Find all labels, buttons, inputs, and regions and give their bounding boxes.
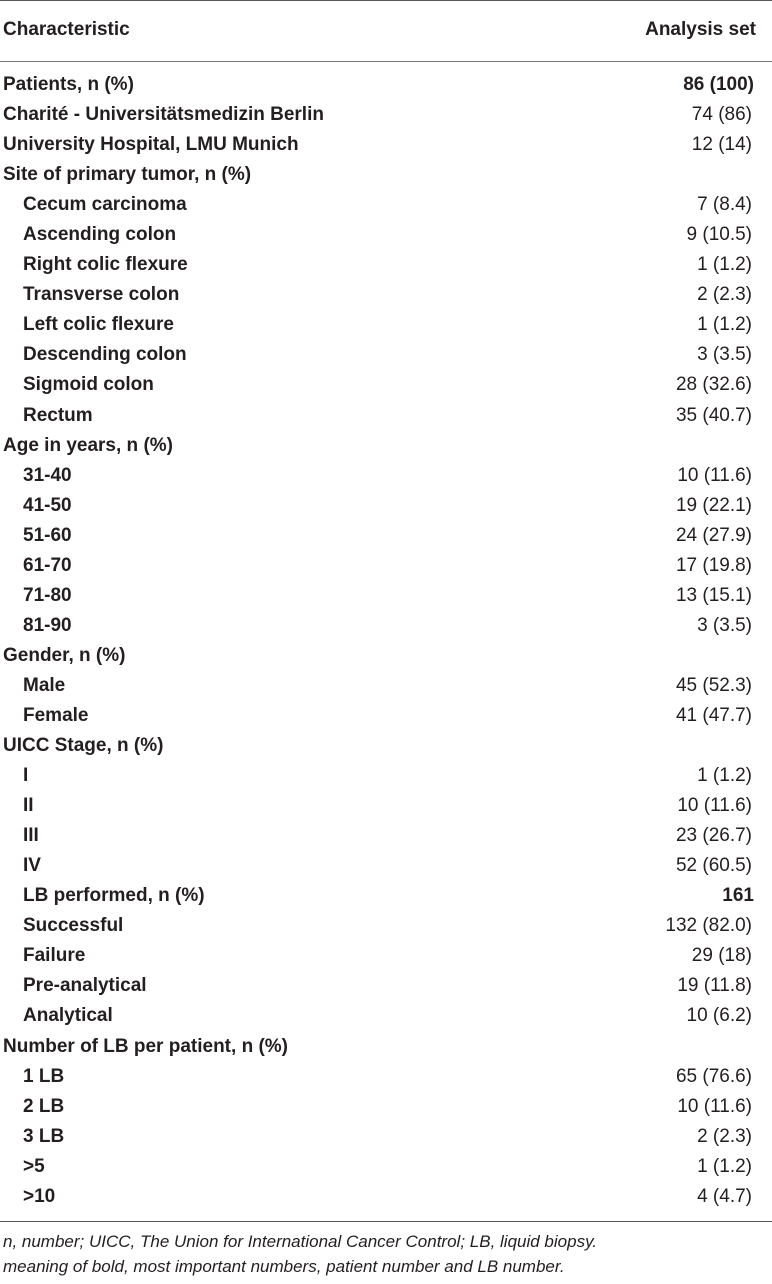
table-row xyxy=(0,521,772,551)
row-label: Pre-analytical xyxy=(23,975,147,997)
table-footnote xyxy=(3,1229,768,1279)
row-label: Male xyxy=(23,674,66,696)
table-body xyxy=(0,70,772,1212)
row-value: 74 (86) xyxy=(691,104,752,126)
row-label: Ascending colon xyxy=(23,224,177,246)
row-label: 81-90 xyxy=(23,614,72,636)
row-label: UICC Stage, n (%) xyxy=(3,735,164,757)
table-row xyxy=(0,491,772,521)
table-row xyxy=(0,611,772,641)
table-row xyxy=(0,761,772,791)
row-label: Gender, n (%) xyxy=(3,644,126,666)
table-row xyxy=(0,1122,772,1152)
row-value: 3 (3.5) xyxy=(697,344,752,366)
table-row xyxy=(0,791,772,821)
table-row xyxy=(0,581,772,611)
row-label: Age in years, n (%) xyxy=(3,434,173,456)
row-label: University Hospital, LMU Munich xyxy=(3,134,299,156)
row-label: I xyxy=(23,765,29,787)
table-row xyxy=(0,250,772,280)
row-label: Charité - Universitätsmedizin Berlin xyxy=(3,104,324,126)
row-value: 52 (60.5) xyxy=(675,855,752,877)
row-value: 65 (76.6) xyxy=(675,1065,752,1087)
row-value: 45 (52.3) xyxy=(675,674,752,696)
row-value: 41 (47.7) xyxy=(675,704,752,726)
row-label: Female xyxy=(23,704,89,726)
header-analysis-set: Analysis set xyxy=(645,19,756,40)
table-row xyxy=(0,1092,772,1122)
table-row xyxy=(0,370,772,400)
row-label: II xyxy=(23,795,34,817)
table-row xyxy=(0,821,772,851)
table-row xyxy=(0,190,772,220)
row-label: >10 xyxy=(23,1185,56,1207)
table-row xyxy=(0,551,772,581)
row-value: 17 (19.8) xyxy=(675,554,752,576)
row-label: Transverse colon xyxy=(23,284,180,306)
table-header-row xyxy=(0,14,772,46)
table-row xyxy=(0,1001,772,1031)
table-row xyxy=(0,851,772,881)
row-label: Analytical xyxy=(23,1005,113,1027)
row-label: Sigmoid colon xyxy=(23,374,154,396)
row-value: 1 (1.2) xyxy=(697,314,752,336)
table-row xyxy=(0,461,772,491)
header-characteristic: Characteristic xyxy=(3,19,130,40)
table-row xyxy=(0,1152,772,1182)
table-row xyxy=(0,1062,772,1092)
row-value: 13 (15.1) xyxy=(675,584,752,606)
table-row xyxy=(0,971,772,1001)
row-label: 51-60 xyxy=(23,524,72,546)
table-row xyxy=(0,220,772,250)
table-row xyxy=(0,941,772,971)
row-label: III xyxy=(23,825,39,847)
table-row xyxy=(0,641,772,671)
row-label: Cecum carcinoma xyxy=(23,194,187,216)
row-label: Patients, n (%) xyxy=(3,74,134,95)
row-value: 1 (1.2) xyxy=(697,254,752,276)
row-label: IV xyxy=(23,855,41,877)
row-value: 2 (2.3) xyxy=(697,284,752,306)
row-label: Failure xyxy=(23,945,86,967)
table-header-rule xyxy=(0,61,772,62)
row-value: 10 (11.6) xyxy=(677,1095,752,1117)
table-row xyxy=(0,701,772,731)
table-row xyxy=(0,1182,772,1212)
footnote-line-bold-meaning: meaning of bold, most important numbers, patient number and LB number. xyxy=(3,1257,565,1276)
table-row xyxy=(0,340,772,370)
row-value: 19 (11.8) xyxy=(677,975,752,997)
table-row xyxy=(0,1032,772,1062)
row-value: 132 (82.0) xyxy=(665,915,752,937)
table-row xyxy=(0,100,772,130)
row-label: Successful xyxy=(23,915,124,937)
row-value: 7 (8.4) xyxy=(697,194,752,216)
table-row xyxy=(0,310,772,340)
table-bottom-rule xyxy=(0,1221,772,1222)
row-value: 1 (1.2) xyxy=(697,1155,752,1177)
table-row xyxy=(0,671,772,701)
row-label: 2 LB xyxy=(23,1095,65,1117)
row-label: Site of primary tumor, n (%) xyxy=(3,164,252,186)
row-label: >5 xyxy=(23,1155,45,1177)
row-value: 4 (4.7) xyxy=(697,1185,752,1207)
row-value: 3 (3.5) xyxy=(697,614,752,636)
table-row xyxy=(0,160,772,190)
footnote-line-abbreviations: n, number; UICC, The Union for International Cancer Control; LB, liquid biopsy. xyxy=(3,1232,598,1251)
table-row xyxy=(0,401,772,431)
row-value: 10 (6.2) xyxy=(686,1005,752,1027)
row-value: 2 (2.3) xyxy=(697,1125,752,1147)
row-label: Descending colon xyxy=(23,344,187,366)
row-value: 24 (27.9) xyxy=(675,524,752,546)
row-value: 29 (18) xyxy=(691,945,752,967)
table-row xyxy=(0,280,772,310)
row-label: LB performed, n (%) xyxy=(23,885,205,907)
row-label: Right colic flexure xyxy=(23,254,188,276)
row-label: 31-40 xyxy=(23,464,72,486)
row-label: 3 LB xyxy=(23,1125,65,1147)
row-value: 10 (11.6) xyxy=(677,795,752,817)
row-label: Rectum xyxy=(23,404,93,426)
row-value: 161 xyxy=(722,885,754,907)
row-value: 1 (1.2) xyxy=(697,765,752,787)
row-label: Left colic flexure xyxy=(23,314,174,336)
row-value: 28 (32.6) xyxy=(675,374,752,396)
row-value: 23 (26.7) xyxy=(675,825,752,847)
table-top-rule xyxy=(0,0,772,1)
row-value: 12 (14) xyxy=(691,134,752,156)
row-label: Number of LB per patient, n (%) xyxy=(3,1035,288,1057)
table-row xyxy=(0,70,772,100)
table-row xyxy=(0,911,772,941)
row-value: 10 (11.6) xyxy=(677,464,752,486)
table-row xyxy=(0,881,772,911)
row-value: 9 (10.5) xyxy=(686,224,752,246)
row-value: 35 (40.7) xyxy=(675,404,752,426)
row-label: 61-70 xyxy=(23,554,72,576)
row-value: 86 (100) xyxy=(683,74,754,95)
table-row xyxy=(0,731,772,761)
row-label: 1 LB xyxy=(23,1065,65,1087)
table-row xyxy=(0,130,772,160)
row-value: 19 (22.1) xyxy=(675,494,752,516)
table-row xyxy=(0,431,772,461)
row-label: 41-50 xyxy=(23,494,72,516)
row-label: 71-80 xyxy=(23,584,72,606)
